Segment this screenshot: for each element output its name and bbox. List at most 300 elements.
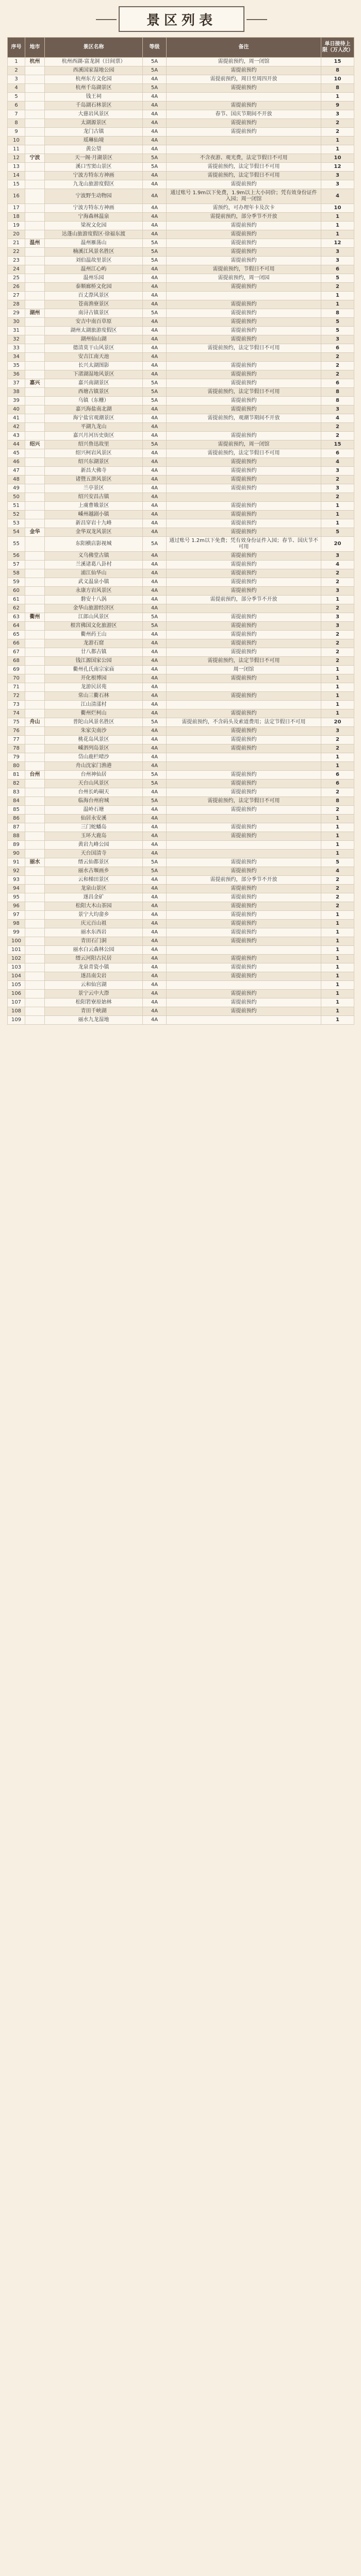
row-name: 武义温泉小镇 — [45, 578, 143, 587]
row-index: 5 — [8, 93, 25, 101]
row-name: 天台山风景区 — [45, 779, 143, 788]
row-name: 景宁大均畲乡 — [45, 911, 143, 920]
row-city — [25, 353, 45, 362]
row-index: 33 — [8, 344, 25, 353]
table-row — [8, 666, 354, 674]
row-name: 青田石门洞 — [45, 937, 143, 946]
row-city — [25, 458, 45, 467]
row-city — [25, 648, 45, 657]
row-city — [25, 622, 45, 631]
table-row — [8, 362, 354, 370]
row-level: 4A — [143, 528, 167, 537]
row-note: 需提前预约 — [167, 511, 321, 519]
row-level: 5A — [143, 867, 167, 876]
row-name: 上虞曹娥景区 — [45, 502, 143, 511]
table-header-row — [8, 38, 354, 58]
row-city — [25, 815, 45, 823]
table-row — [8, 180, 354, 189]
row-level: 4A — [143, 93, 167, 101]
row-note: 需提前预约 — [167, 631, 321, 639]
row-level: 4A — [143, 727, 167, 736]
title-box — [119, 6, 244, 32]
table-row — [8, 388, 354, 397]
row-note: 需提前预约 — [167, 578, 321, 587]
row-name: 湖州仙山湖 — [45, 335, 143, 344]
row-note: 需提前预约 — [167, 639, 321, 648]
row-limit: 8 — [321, 397, 354, 405]
row-index: 23 — [8, 257, 25, 265]
row-index: 13 — [8, 163, 25, 172]
table-row — [8, 928, 354, 937]
table-row — [8, 815, 354, 823]
row-name: 温州雁荡山 — [45, 239, 143, 248]
row-city — [25, 666, 45, 674]
row-city — [25, 788, 45, 797]
row-index: 93 — [8, 876, 25, 885]
page-title: 景区列表 — [146, 12, 217, 28]
table-row — [8, 972, 354, 981]
row-limit: 2 — [321, 353, 354, 362]
row-index: 18 — [8, 213, 25, 222]
row-name: 泰顺廊桥文化园 — [45, 283, 143, 292]
row-name: 宁波方特东方神画 — [45, 172, 143, 180]
row-city: 嘉兴 — [25, 379, 45, 388]
row-level: 4A — [143, 920, 167, 928]
row-note: 需提前预约 — [167, 727, 321, 736]
table-row — [8, 613, 354, 622]
row-level: 4A — [143, 283, 167, 292]
table-row — [8, 189, 354, 204]
row-level: 4A — [143, 604, 167, 613]
table-row — [8, 797, 354, 806]
row-level: 4A — [143, 701, 167, 709]
row-note: 需提前预约，节假日不可用 — [167, 265, 321, 274]
row-name: 天一阁·月湖景区 — [45, 154, 143, 163]
table-row — [8, 309, 354, 318]
row-index: 83 — [8, 788, 25, 797]
row-name: 三门蛇蟠岛 — [45, 823, 143, 832]
row-index: 69 — [8, 666, 25, 674]
row-level: 4A — [143, 432, 167, 440]
row-index: 4 — [8, 84, 25, 93]
row-index: 76 — [8, 727, 25, 736]
row-note — [167, 1016, 321, 1025]
row-note: 需提前预约，周一闭馆 — [167, 440, 321, 449]
row-level: 4A — [143, 587, 167, 596]
row-note: 通过账号 1.9m以下免费，1.9m以上大小同价；凭有效身份证件入园；周一闭馆 — [167, 189, 321, 204]
row-level: 4A — [143, 561, 167, 569]
row-limit: 2 — [321, 648, 354, 657]
row-city — [25, 867, 45, 876]
row-name: 刘伯温故里景区 — [45, 257, 143, 265]
row-index: 22 — [8, 248, 25, 257]
row-index: 20 — [8, 230, 25, 239]
row-city — [25, 274, 45, 283]
row-index: 28 — [8, 300, 25, 309]
row-name: 钱江源国家公园 — [45, 657, 143, 666]
row-city — [25, 753, 45, 762]
row-city — [25, 937, 45, 946]
row-index: 42 — [8, 423, 25, 432]
row-level: 4A — [143, 744, 167, 753]
row-note: 需提前预约 — [167, 458, 321, 467]
row-index: 74 — [8, 709, 25, 718]
row-city — [25, 885, 45, 893]
row-name: 千岛湖石林景区 — [45, 101, 143, 110]
row-note: 需提前预约 — [167, 502, 321, 511]
row-level: 4A — [143, 753, 167, 762]
row-name: 宁波方特东方神画 — [45, 204, 143, 213]
table-row — [8, 239, 354, 248]
row-note: 需提前预约，法定节假日不可用 — [167, 344, 321, 353]
row-level: 4A — [143, 893, 167, 902]
row-limit: 6 — [321, 779, 354, 788]
row-level: 4A — [143, 101, 167, 110]
row-note: 需提前预约 — [167, 613, 321, 622]
table-row — [8, 744, 354, 753]
row-level: 4A — [143, 692, 167, 701]
row-city — [25, 519, 45, 528]
row-index: 49 — [8, 484, 25, 493]
table-row — [8, 876, 354, 885]
row-limit: 1 — [321, 937, 354, 946]
row-level: 5A — [143, 248, 167, 257]
table-row — [8, 405, 354, 414]
row-city — [25, 502, 45, 511]
row-level: 5A — [143, 163, 167, 172]
row-index: 2 — [8, 66, 25, 75]
table-row — [8, 604, 354, 613]
row-limit: 2 — [321, 631, 354, 639]
row-city — [25, 928, 45, 937]
row-note: 需提前预约 — [167, 587, 321, 596]
table-row — [8, 204, 354, 213]
row-name: 安吉江南天池 — [45, 353, 143, 362]
row-index: 103 — [8, 963, 25, 972]
table-row — [8, 93, 354, 101]
table-row — [8, 762, 354, 771]
row-city: 金华 — [25, 528, 45, 537]
row-limit: 3 — [321, 180, 354, 189]
row-limit: 8 — [321, 797, 354, 806]
table-row — [8, 511, 354, 519]
row-note: 需提前预约 — [167, 484, 321, 493]
row-name: 绍兴安昌古镇 — [45, 493, 143, 502]
row-level: 4A — [143, 335, 167, 344]
row-level: 4A — [143, 946, 167, 955]
row-index: 43 — [8, 432, 25, 440]
row-level: 4A — [143, 578, 167, 587]
row-city — [25, 449, 45, 458]
table-row — [8, 213, 354, 222]
row-index: 52 — [8, 511, 25, 519]
row-city — [25, 300, 45, 309]
table-row — [8, 596, 354, 604]
row-note — [167, 683, 321, 692]
table-row — [8, 248, 354, 257]
row-limit: 10 — [321, 204, 354, 213]
row-index: 29 — [8, 309, 25, 318]
row-level: 5A — [143, 397, 167, 405]
row-note: 需提前预约 — [167, 858, 321, 867]
table-row — [8, 163, 354, 172]
row-name: 黄公望 — [45, 145, 143, 154]
row-index: 102 — [8, 955, 25, 963]
table-row — [8, 850, 354, 858]
row-city — [25, 163, 45, 172]
row-index: 26 — [8, 283, 25, 292]
row-note: 需提前预约 — [167, 327, 321, 335]
header-index: 序号 — [8, 38, 25, 58]
row-level: 4A — [143, 981, 167, 990]
row-name: 九龙山旅游度假区 — [45, 180, 143, 189]
row-index: 38 — [8, 388, 25, 397]
row-limit: 3 — [321, 405, 354, 414]
row-limit: 2 — [321, 885, 354, 893]
row-note: 需提前预约 — [167, 674, 321, 683]
row-name: 东阳横店影视城 — [45, 537, 143, 552]
row-limit: 1 — [321, 928, 354, 937]
row-note — [167, 93, 321, 101]
row-index: 81 — [8, 771, 25, 779]
row-name: 兰溪诸葛八卦村 — [45, 561, 143, 569]
header-city: 地市 — [25, 38, 45, 58]
row-level: 4A — [143, 493, 167, 502]
row-city — [25, 631, 45, 639]
row-note: 需提前预约 — [167, 239, 321, 248]
row-limit: 3 — [321, 622, 354, 631]
row-limit: 1 — [321, 502, 354, 511]
row-limit: 5 — [321, 858, 354, 867]
row-index: 15 — [8, 180, 25, 189]
row-name: 玉环大鹿岛 — [45, 832, 143, 841]
row-name: 丽水古堰画乡 — [45, 867, 143, 876]
row-note: 需提前预约 — [167, 990, 321, 998]
row-index: 106 — [8, 990, 25, 998]
row-limit: 5 — [321, 318, 354, 327]
row-limit: 20 — [321, 718, 354, 727]
row-limit: 3 — [321, 613, 354, 622]
row-limit: 1 — [321, 823, 354, 832]
row-note: 需提前预约 — [167, 911, 321, 920]
row-note: 需提前预约 — [167, 222, 321, 230]
row-note: 需提前预约 — [167, 362, 321, 370]
row-limit: 15 — [321, 58, 354, 66]
row-limit: 1 — [321, 850, 354, 858]
row-city — [25, 344, 45, 353]
row-note: 需提前预约 — [167, 309, 321, 318]
row-name: 遂昌金矿 — [45, 893, 143, 902]
row-limit: 3 — [321, 110, 354, 119]
row-city — [25, 370, 45, 379]
row-level: 5A — [143, 379, 167, 388]
row-limit: 2 — [321, 788, 354, 797]
row-note — [167, 850, 321, 858]
row-level: 5A — [143, 613, 167, 622]
table-row — [8, 370, 354, 379]
row-city — [25, 484, 45, 493]
row-note: 需提前预约，周日至周四开放 — [167, 75, 321, 84]
table-row — [8, 718, 354, 727]
row-limit: 2 — [321, 128, 354, 137]
table-row — [8, 502, 354, 511]
row-limit: 3 — [321, 727, 354, 736]
row-limit: 8 — [321, 388, 354, 397]
row-note: 需提前预约 — [167, 379, 321, 388]
row-level: 5A — [143, 58, 167, 66]
row-note: 需提前预约 — [167, 771, 321, 779]
row-city — [25, 657, 45, 666]
row-note: 需提前预约，法定节假日不可用 — [167, 388, 321, 397]
row-note — [167, 493, 321, 502]
header-level: 等级 — [143, 38, 167, 58]
row-name: 丽水九龙湿地 — [45, 1016, 143, 1025]
row-index: 100 — [8, 937, 25, 946]
row-city — [25, 727, 45, 736]
row-city: 绍兴 — [25, 440, 45, 449]
row-name: 新昌穿岩十九峰 — [45, 519, 143, 528]
table-row — [8, 963, 354, 972]
row-level: 4A — [143, 736, 167, 744]
row-index: 86 — [8, 815, 25, 823]
row-index: 96 — [8, 902, 25, 911]
row-level: 5A — [143, 388, 167, 397]
row-city: 衢州 — [25, 613, 45, 622]
row-limit: 1 — [321, 709, 354, 718]
row-note: 需提前预约 — [167, 552, 321, 561]
row-index: 80 — [8, 762, 25, 771]
row-limit: 1 — [321, 972, 354, 981]
table-row — [8, 327, 354, 335]
row-note: 需提前预约 — [167, 101, 321, 110]
row-index: 70 — [8, 674, 25, 683]
row-level: 4A — [143, 137, 167, 145]
table-row — [8, 683, 354, 692]
row-limit: 1 — [321, 230, 354, 239]
row-limit: 1 — [321, 920, 354, 928]
table-row — [8, 753, 354, 762]
row-level: 4A — [143, 414, 167, 423]
row-city — [25, 981, 45, 990]
row-limit: 2 — [321, 370, 354, 379]
row-level: 4A — [143, 762, 167, 771]
row-limit: 2 — [321, 362, 354, 370]
row-city — [25, 476, 45, 484]
table-row — [8, 283, 354, 292]
table-row — [8, 230, 354, 239]
row-note: 需提前预约，法定节假日不可用 — [167, 172, 321, 180]
row-name: 江山清漾村 — [45, 701, 143, 709]
row-index: 53 — [8, 519, 25, 528]
row-limit: 2 — [321, 657, 354, 666]
row-name: 嘉兴海盐南北湖 — [45, 405, 143, 414]
row-limit: 10 — [321, 154, 354, 163]
row-limit: 2 — [321, 119, 354, 128]
row-note: 需提前预约 — [167, 283, 321, 292]
row-name: 溪口雪窦山景区 — [45, 163, 143, 172]
table-row — [8, 537, 354, 552]
row-name: 浦江仙华山 — [45, 569, 143, 578]
row-index: 51 — [8, 502, 25, 511]
row-index: 85 — [8, 806, 25, 815]
row-city — [25, 701, 45, 709]
row-city — [25, 265, 45, 274]
row-level: 5A — [143, 239, 167, 248]
row-city — [25, 84, 45, 93]
row-city — [25, 841, 45, 850]
row-index: 44 — [8, 440, 25, 449]
table-row — [8, 137, 354, 145]
row-city — [25, 189, 45, 204]
row-index: 32 — [8, 335, 25, 344]
row-index: 104 — [8, 972, 25, 981]
row-note: 需提前预约 — [167, 806, 321, 815]
row-city — [25, 902, 45, 911]
row-city — [25, 998, 45, 1007]
table-row — [8, 552, 354, 561]
row-note: 需提前预约 — [167, 885, 321, 893]
row-level: 4A — [143, 300, 167, 309]
row-limit: 1 — [321, 93, 354, 101]
row-level: 4A — [143, 484, 167, 493]
table-row — [8, 674, 354, 683]
row-limit: 6 — [321, 449, 354, 458]
row-city — [25, 963, 45, 972]
row-note — [167, 841, 321, 850]
row-city — [25, 823, 45, 832]
row-limit: 1 — [321, 815, 354, 823]
row-limit: 4 — [321, 189, 354, 204]
row-city — [25, 639, 45, 648]
row-note: 需提前预约 — [167, 893, 321, 902]
row-level: 4A — [143, 963, 167, 972]
row-level: 4A — [143, 876, 167, 885]
row-level: 4A — [143, 362, 167, 370]
row-index: 6 — [8, 101, 25, 110]
row-note: 需提前预约，部分季节不开放 — [167, 213, 321, 222]
row-note: 需提前预约 — [167, 902, 321, 911]
row-name: 西塘古镇景区 — [45, 388, 143, 397]
row-name: 庆元百山祖 — [45, 920, 143, 928]
table-row — [8, 639, 354, 648]
row-level: 5A — [143, 537, 167, 552]
row-limit: 1 — [321, 946, 354, 955]
row-city — [25, 596, 45, 604]
row-index: 34 — [8, 353, 25, 362]
table-row — [8, 937, 354, 946]
table-body — [8, 58, 354, 1025]
row-level: 4A — [143, 666, 167, 674]
row-limit: 12 — [321, 239, 354, 248]
row-level: 4A — [143, 850, 167, 858]
header-limit: 单日接待上限（万人次） — [321, 38, 354, 58]
row-index: 94 — [8, 885, 25, 893]
table-row — [8, 292, 354, 300]
row-level: 4A — [143, 222, 167, 230]
row-limit: 6 — [321, 344, 354, 353]
row-city — [25, 204, 45, 213]
row-name: 绍兴鲁迅故里 — [45, 440, 143, 449]
row-limit: 1 — [321, 911, 354, 920]
row-note: 需提前预约 — [167, 66, 321, 75]
row-city — [25, 318, 45, 327]
row-limit: 3 — [321, 172, 354, 180]
row-note — [167, 353, 321, 362]
row-name: 龙泉山景区 — [45, 885, 143, 893]
row-name: 普陀山风景名胜区 — [45, 718, 143, 727]
row-index: 19 — [8, 222, 25, 230]
row-note: 需提前预约 — [167, 248, 321, 257]
